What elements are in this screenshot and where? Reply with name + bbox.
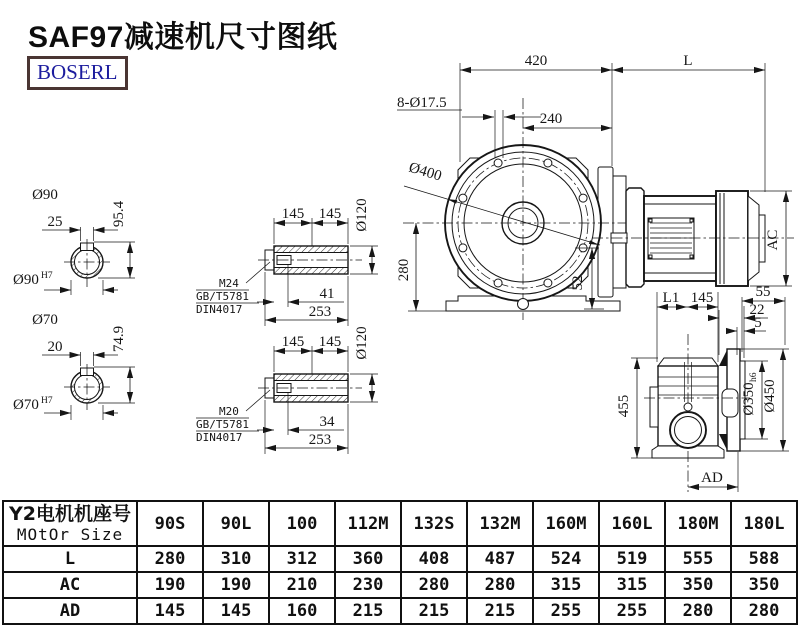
dim-55: 55 bbox=[755, 284, 771, 300]
cell-value: 350 bbox=[665, 572, 731, 598]
cell-value: 315 bbox=[533, 572, 599, 598]
bolt-hole bbox=[544, 159, 552, 167]
label-d70-bore: Ø70 bbox=[13, 397, 39, 413]
dim-280: 280 bbox=[396, 258, 412, 282]
output-side-view bbox=[616, 284, 789, 492]
column-header: 90S bbox=[137, 501, 203, 546]
dim-22: 22 bbox=[749, 302, 765, 318]
header-cn: Y2电机机座号 bbox=[9, 503, 131, 525]
dim-d120: Ø120 bbox=[354, 198, 370, 232]
table-body bbox=[3, 546, 797, 624]
shaft-end-70 bbox=[13, 312, 135, 420]
cell-value: 190 bbox=[203, 572, 269, 598]
dim-145: 145 bbox=[690, 290, 714, 306]
cell-value: 280 bbox=[731, 598, 797, 624]
column-header: 180M bbox=[665, 501, 731, 546]
dim-d350: Ø350 bbox=[741, 382, 757, 416]
table-row bbox=[3, 546, 797, 572]
table-row bbox=[3, 572, 797, 598]
dim-145b: 145 bbox=[318, 206, 342, 222]
dim-L1: L1 bbox=[662, 290, 680, 306]
label-std-gb: GB/T5781 bbox=[196, 290, 249, 303]
column-header: 90L bbox=[203, 501, 269, 546]
table-row bbox=[3, 598, 797, 624]
dim-240: 240 bbox=[539, 111, 563, 127]
cell-value: 145 bbox=[203, 598, 269, 624]
cell-value: 350 bbox=[731, 572, 797, 598]
column-header: 160M bbox=[533, 501, 599, 546]
cell-value: 255 bbox=[599, 598, 665, 624]
column-header: 132M bbox=[467, 501, 533, 546]
hollow-shaft-m20 bbox=[196, 326, 378, 454]
header-en: MOtOr Size bbox=[16, 525, 124, 544]
side-tab bbox=[650, 387, 658, 427]
bolt-hole bbox=[459, 194, 467, 202]
bolt-hole bbox=[459, 244, 467, 252]
cell-value: 312 bbox=[269, 546, 335, 572]
motor-flange bbox=[626, 188, 644, 287]
cell-value: 280 bbox=[467, 572, 533, 598]
label-d90-tol: H7 bbox=[41, 271, 53, 281]
dim-keyway-25: 25 bbox=[47, 214, 63, 230]
cell-value: 145 bbox=[137, 598, 203, 624]
dim-253: 253 bbox=[308, 432, 332, 448]
cell-value: 519 bbox=[599, 546, 665, 572]
dim-8-holes: 8-Ø17.5 bbox=[397, 95, 447, 111]
column-header: 112M bbox=[335, 501, 401, 546]
dim-keyway-20: 20 bbox=[47, 339, 63, 355]
dim-52: 52 bbox=[570, 275, 586, 291]
dim-253: 253 bbox=[308, 304, 332, 320]
dim-954: 95.4 bbox=[111, 200, 127, 228]
base-hole bbox=[518, 299, 529, 310]
cell-value: 210 bbox=[269, 572, 335, 598]
cell-value: 487 bbox=[467, 546, 533, 572]
row-label: L bbox=[3, 546, 137, 572]
dim-5: 5 bbox=[754, 315, 762, 331]
label-d90-bore: Ø90 bbox=[13, 272, 39, 288]
cell-value: 280 bbox=[137, 546, 203, 572]
flange-gusset-top bbox=[719, 350, 727, 366]
dim-145a: 145 bbox=[281, 334, 305, 350]
bolt-hole bbox=[544, 279, 552, 287]
cell-value: 190 bbox=[137, 572, 203, 598]
bolt-hole bbox=[579, 194, 587, 202]
cell-value: 315 bbox=[599, 572, 665, 598]
bolt-hole bbox=[494, 279, 502, 287]
vent-hole bbox=[684, 403, 692, 411]
motor-size-table-wrap bbox=[2, 500, 798, 625]
hollow-shaft-m24 bbox=[196, 198, 378, 326]
cell-value: 215 bbox=[467, 598, 533, 624]
cell-value: 230 bbox=[335, 572, 401, 598]
row-label: AC bbox=[3, 572, 137, 598]
cell-value: 588 bbox=[731, 546, 797, 572]
dim-749: 74.9 bbox=[111, 325, 127, 353]
label-std-gb: GB/T5781 bbox=[196, 418, 249, 431]
dim-AD: AD bbox=[701, 470, 723, 486]
dim-41: 41 bbox=[319, 286, 335, 302]
column-header: 180L bbox=[731, 501, 797, 546]
cell-value: 280 bbox=[401, 572, 467, 598]
label-std-din: DIN4017 bbox=[196, 431, 243, 444]
cell-value: 310 bbox=[203, 546, 269, 572]
dim-AC: AC bbox=[765, 229, 781, 251]
label-std-din: DIN4017 bbox=[196, 303, 243, 316]
motor-size-table bbox=[2, 500, 798, 625]
column-header: 160L bbox=[599, 501, 665, 546]
page-title: SAF97减速机尺寸图纸 bbox=[28, 21, 338, 54]
dim-d450: Ø450 bbox=[762, 379, 778, 413]
shaft-end-90 bbox=[13, 187, 135, 295]
row-label: AD bbox=[3, 598, 137, 624]
dim-d400: Ø400 bbox=[406, 159, 444, 185]
dim-L: L bbox=[683, 53, 693, 69]
front-view bbox=[403, 98, 648, 320]
motor-fan-cap bbox=[716, 191, 748, 286]
label-thread-m20: M20 bbox=[219, 405, 239, 418]
dim-d120: Ø120 bbox=[354, 326, 370, 360]
cell-value: 555 bbox=[665, 546, 731, 572]
cell-value: 215 bbox=[335, 598, 401, 624]
output-bore-outer bbox=[670, 412, 706, 448]
column-header: 100 bbox=[269, 501, 335, 546]
cell-value: 255 bbox=[533, 598, 599, 624]
table-header-motor-size bbox=[3, 501, 137, 546]
cell-value: 280 bbox=[665, 598, 731, 624]
fan-cowl bbox=[748, 196, 759, 281]
flange-boss bbox=[722, 389, 738, 417]
dim-d350-tol: h6 bbox=[749, 372, 759, 382]
cell-value: 524 bbox=[533, 546, 599, 572]
dim-420: 420 bbox=[524, 53, 548, 69]
brand-logo: BOSERL bbox=[27, 56, 128, 90]
label-d70-tol: H7 bbox=[41, 396, 53, 406]
dim-455: 455 bbox=[616, 394, 632, 418]
adapter-ring bbox=[613, 176, 626, 288]
cell-value: 160 bbox=[269, 598, 335, 624]
label-thread-m24: M24 bbox=[219, 277, 239, 290]
cell-value: 408 bbox=[401, 546, 467, 572]
cell-value: 360 bbox=[335, 546, 401, 572]
column-header: 132S bbox=[401, 501, 467, 546]
dim-145b: 145 bbox=[318, 334, 342, 350]
label-d90: Ø90 bbox=[32, 187, 58, 203]
cell-value: 215 bbox=[401, 598, 467, 624]
bolt-hole bbox=[494, 159, 502, 167]
dim-34: 34 bbox=[319, 414, 335, 430]
table-head-row bbox=[3, 501, 797, 546]
label-d70: Ø70 bbox=[32, 312, 58, 328]
dim-145a: 145 bbox=[281, 206, 305, 222]
